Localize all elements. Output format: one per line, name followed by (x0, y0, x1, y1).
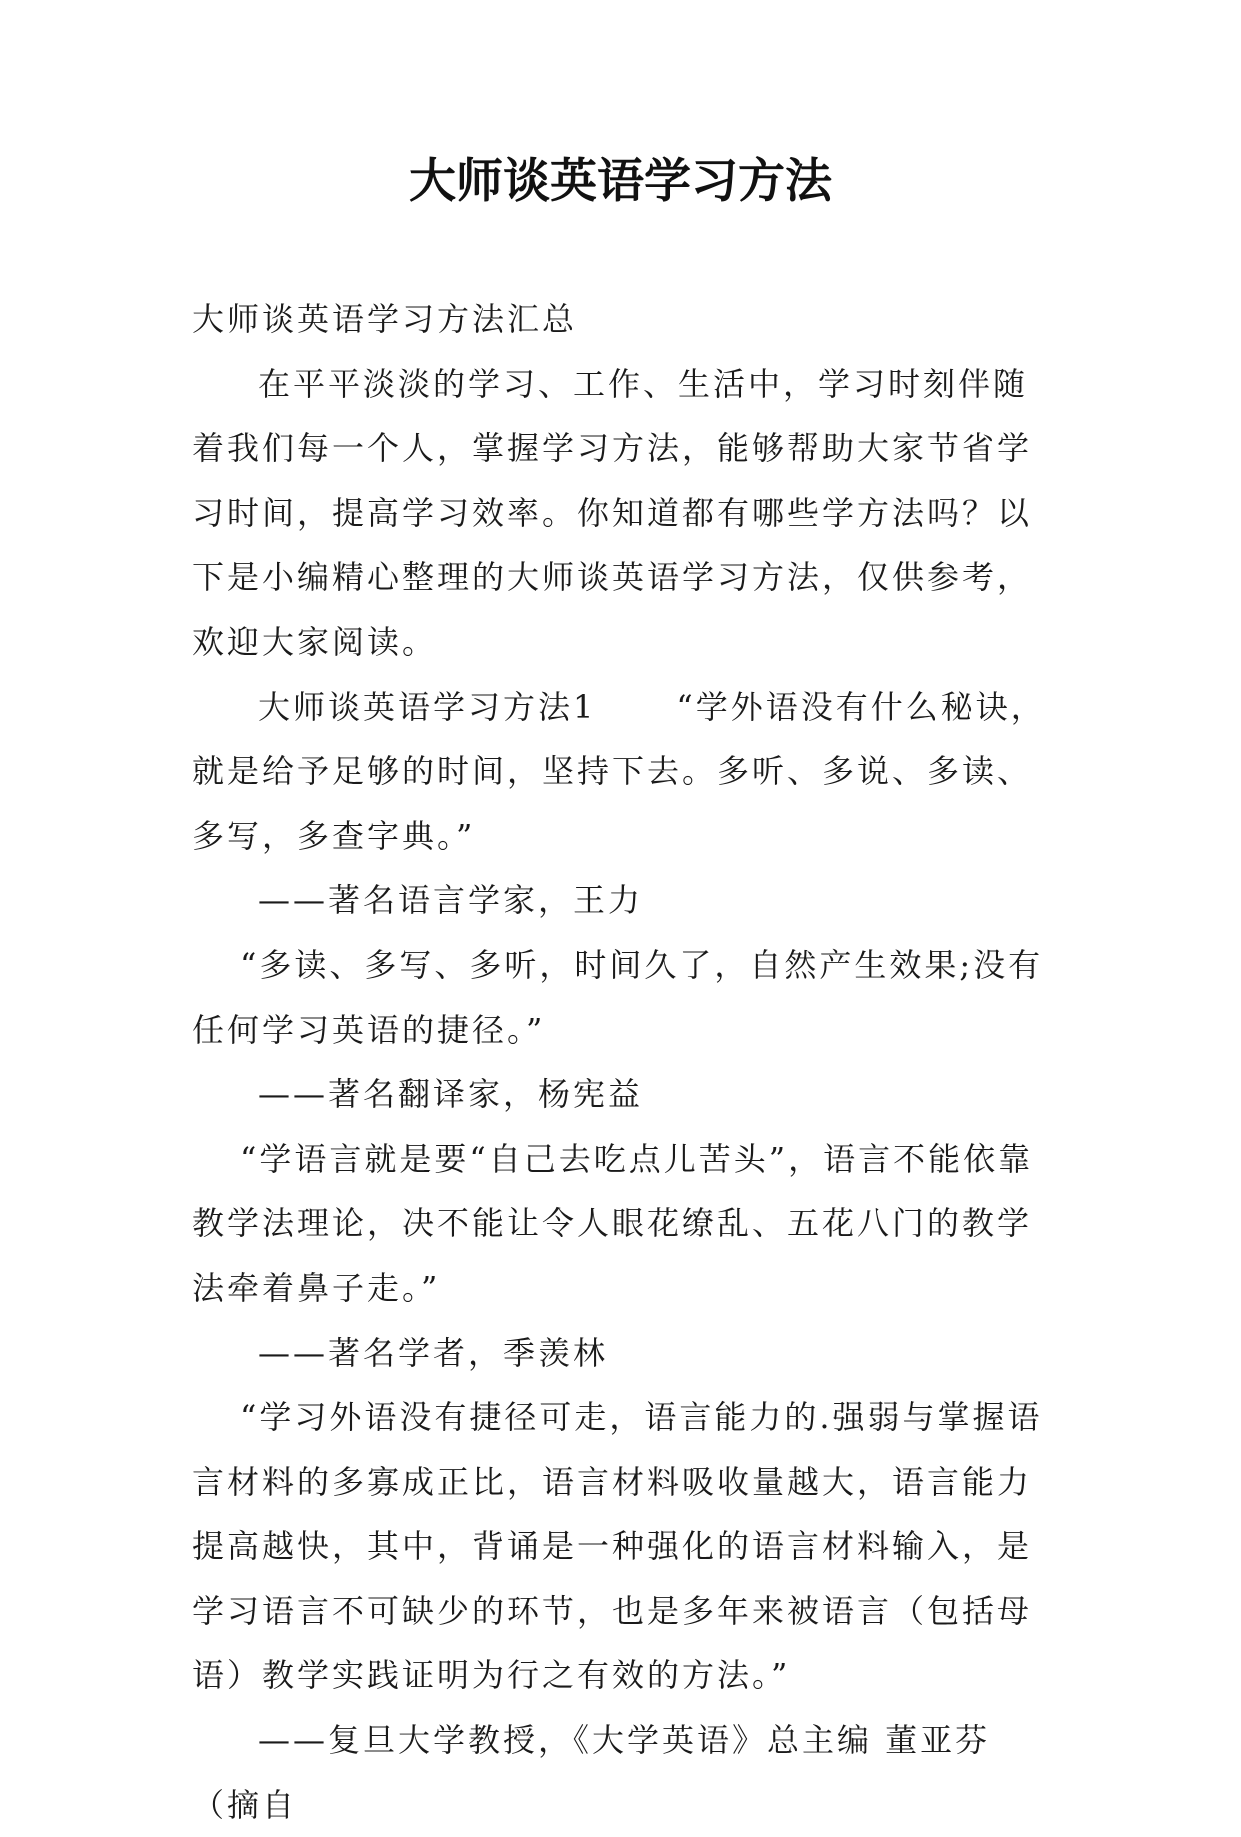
attribution-2: ——著名翻译家，杨宪益 (258, 1075, 644, 1114)
document-body (192, 287, 1050, 1837)
attribution-4: ——复旦大学教授，《大学英语》总主编 董亚芬（摘自 (192, 1721, 991, 1824)
quote-1: “学外语没有什么秘诀，就是给予足够的时间，坚持下去。多听、多说、多读、多写，多查字典。” (192, 687, 1046, 855)
section-1-heading: 大师谈英语学习方法1 (258, 687, 597, 726)
attribution-1: ——著名语言学家，王力 (258, 881, 644, 920)
section-1-paragraph (192, 675, 1050, 869)
document-title: 大师谈英语学习方法 (409, 154, 832, 209)
document-subtitle: 大师谈英语学习方法汇总 (192, 300, 578, 338)
quote-2: “多读、多写、多听，时间久了，自然产生效果;没有任何学习英语的捷径。” (192, 945, 1044, 1049)
quote-4: “学习外语没有捷径可走，语言能力的.强弱与掌握语言材料的多寡成正比，语言材料吸收量越大，语言能力 提高越快，其中，背诵是一种强化的语言材料输入，是学习语言不可缺少的环节，也是多年来被语言（包括母 语）教学实践证明为行之有效的方法。” (192, 1398, 1043, 1695)
quote-3: “学语言就是要“自己去吃点儿苦头”，语言不能依靠教学法理论，决不能让令人眼花缭乱、五花八门的教学法牵着鼻子走。” (192, 1139, 1034, 1307)
intro-paragraph: 在平平淡淡的学习、工作、生活中，学习时刻伴随着我们每一个人，掌握学习方法，能够帮助大家节省学习时间，提高学习效率。你知道都有哪些学方法吗？以下是小编精心整理的大师谈英语学习方法，仅供参考，欢迎大家阅读。 (192, 364, 1033, 661)
attribution-3: ——著名学者，季羡林 (258, 1333, 609, 1372)
